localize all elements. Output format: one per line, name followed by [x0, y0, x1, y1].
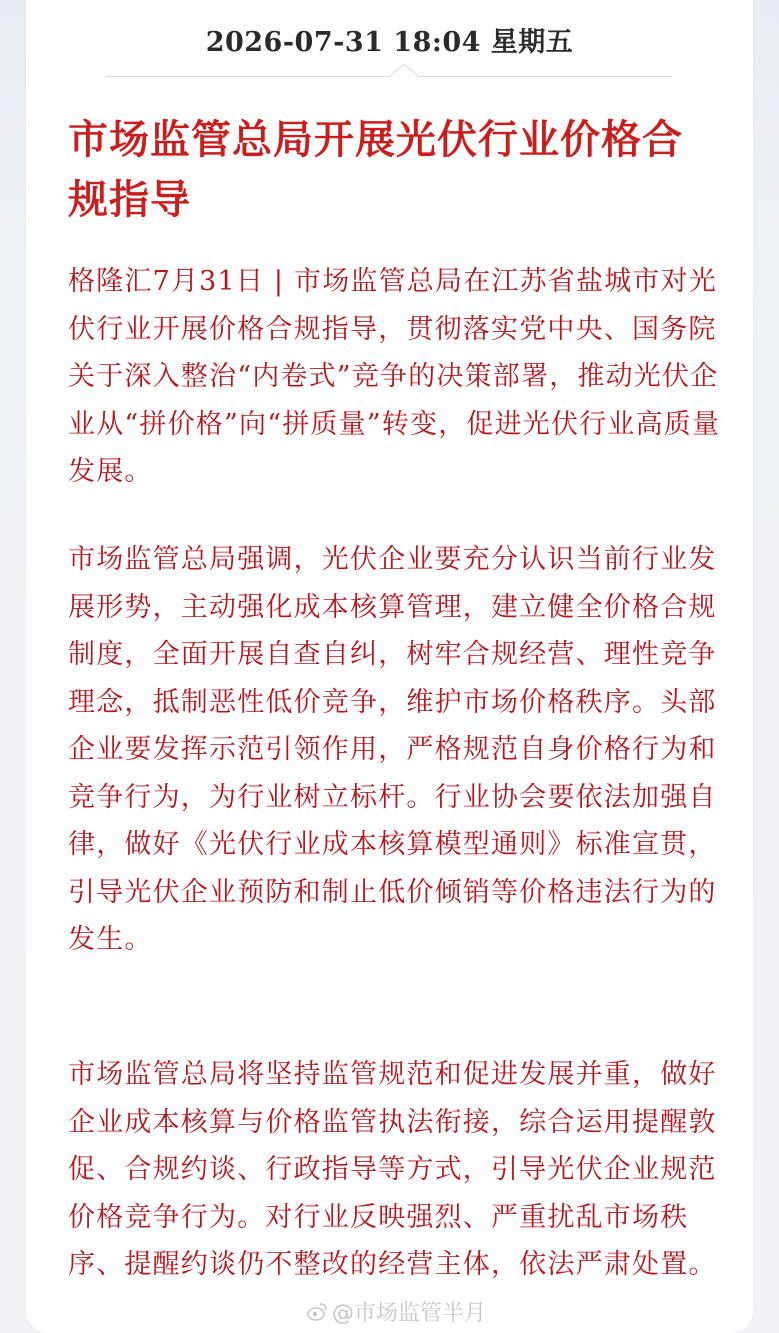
article-datetime: 2026-07-31 18:04 星期五 [205, 27, 574, 58]
article-paragraph-1: 格隆汇7月31日 | 市场监管总局在江苏省盐城市对光伏行业开展价格合规指导，贯彻落实党中央、国务院关于深入整治“内卷式”竞争的决策部署，推动光伏企业从“拼价格”向“拼质量”转变，促进光伏行业高质量发展。 [68, 266, 721, 487]
watermark-text: @市场监管半月 [332, 1301, 487, 1326]
article-title: 市场监管总局开展光伏行业价格合规指导 [68, 116, 683, 223]
weibo-icon [306, 1301, 328, 1323]
article-paragraph-3: 市场监管总局将坚持监管规范和促进发展并重，做好企业成本核算与价格监管执法衔接，综合运用提醒敦促、合规约谈、行政指导等方式，引导光伏企业规范价格竞争行为。对行业反映强烈、严重扰乱市场秩序、提醒约谈仍不整改的经营主体，依法严肃处置。 [68, 1059, 717, 1280]
pointer-notch-icon [390, 63, 418, 77]
article-card [26, 0, 753, 1333]
header-divider-left [106, 76, 390, 77]
article-paragraph-2: 市场监管总局强调，光伏企业要充分认识当前行业发展形势，主动强化成本核算管理，建立健全价格合规制度，全面开展自查自纠，树牢合规经营、理性竞争理念，抵制恶性低价竞争，维护市场价格秩序。头部企业要发挥示范引领作用，严格规范自身价格行为和竞争行为，为行业树立标杆。行业协会要依法加强自律，做好《光伏行业成本核算模型通则》标准宣贯，引导光伏企业预防和制止低价倾销等价格违法行为的发生。 [68, 544, 717, 955]
header-divider-right [418, 76, 672, 77]
source-watermark [306, 1296, 486, 1327]
